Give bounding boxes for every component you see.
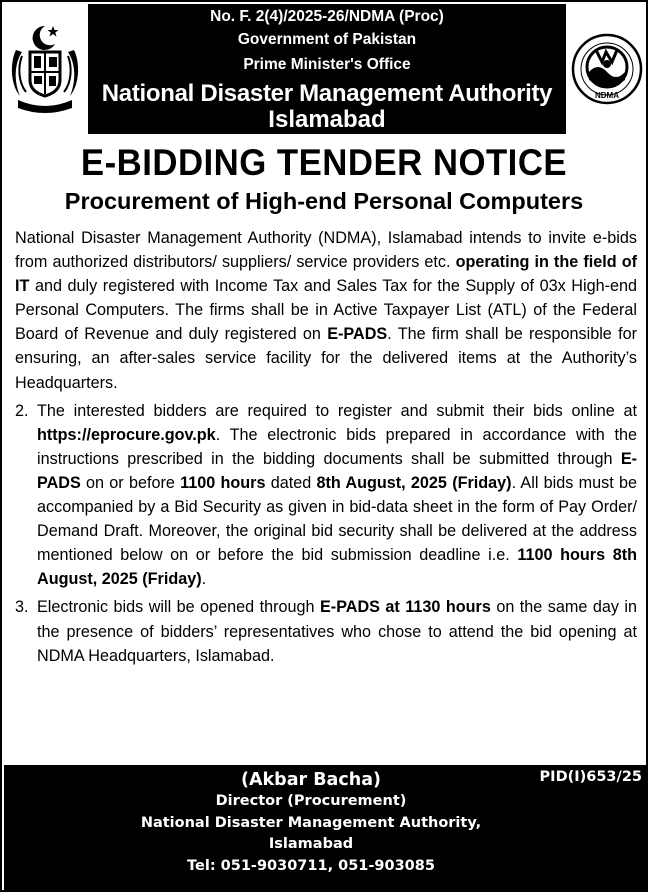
- government-line: Government of Pakistan: [237, 31, 417, 48]
- eprocure-link: https://eprocure.gov.pk: [37, 425, 216, 444]
- authority-name: National Disaster Management Authority: [101, 80, 553, 107]
- signatory-designation: Director (Procurement): [215, 793, 407, 809]
- notice-subtitle: Procurement of High-end Personal Computers: [64, 188, 584, 214]
- paragraph-1: National Disaster Management Authority (NDMA), Islamabad intends to invite e-bids from authorized distributors/ suppliers/ service providers etc. operating in the field of IT and duly registered with Income Tax and Sales Tax for the Supply of 03x High-end Personal Computers. The firms shall be in Active Taxpayer List (ATL) of the Federal Board of Revenue and duly registered on E-PADS. The firm shall be responsible for ensuring, an after-sales service facility for the delivered items at the Authority’s Headquarters.: [15, 229, 637, 392]
- signature-block: [4, 769, 648, 877]
- signatory-city: Islamabad: [268, 836, 354, 852]
- paragraph-number: 2.: [15, 401, 29, 420]
- paragraph-3: 3. Electronic bids will be opened through E-PADS at 1130 hours on the same day in the presence of bidders’ representatives who chose to attend the bid opening at NDMA Headquarters, Islamabad.: [15, 595, 637, 667]
- contact-telephone: Tel: 051-9030711, 051-903085: [187, 857, 435, 874]
- signatory-organization: National Disaster Management Authority,: [140, 814, 482, 831]
- signature-footer: [4, 765, 648, 892]
- signatory-name: (Akbar Bacha): [240, 770, 382, 790]
- paragraph-number: 3.: [15, 598, 29, 617]
- notice-title: E-BIDDING TENDER NOTICE: [80, 142, 568, 183]
- state-emblem-icon: [8, 22, 82, 114]
- authority-city: Islamabad: [268, 106, 386, 133]
- paragraph-2: 2. The interested bidders are required to register and submit their bids online at https://eprocure.gov.pk. The electronic bids prepared in accordance with the instructions prescribed in the bidding documents shall be submitted through E-PADS on or before 1100 hours dated 8th August, 2025 (Friday). All bids must be accompanied by a Bid Security as given in bid-data sheet in the form of Pay Order/ Demand Draft. Moreover, the original bid security shall be delivered at the address mentioned below on or before the bid submission deadline i.e. 1100 hours 8th August, 2025 (Friday).: [15, 399, 637, 592]
- reference-number: No. F. 2(4)/2025-26/NDMA (Proc): [210, 8, 444, 25]
- notice-body: [15, 226, 637, 668]
- header-band: [88, 4, 566, 134]
- svg-text:NDMA: NDMA: [595, 91, 619, 100]
- office-line: Prime Minister's Office: [243, 56, 411, 73]
- pid-number: PID(I)653/25: [539, 769, 642, 785]
- notice-header: [4, 4, 648, 134]
- ndma-logo-icon: [570, 32, 644, 106]
